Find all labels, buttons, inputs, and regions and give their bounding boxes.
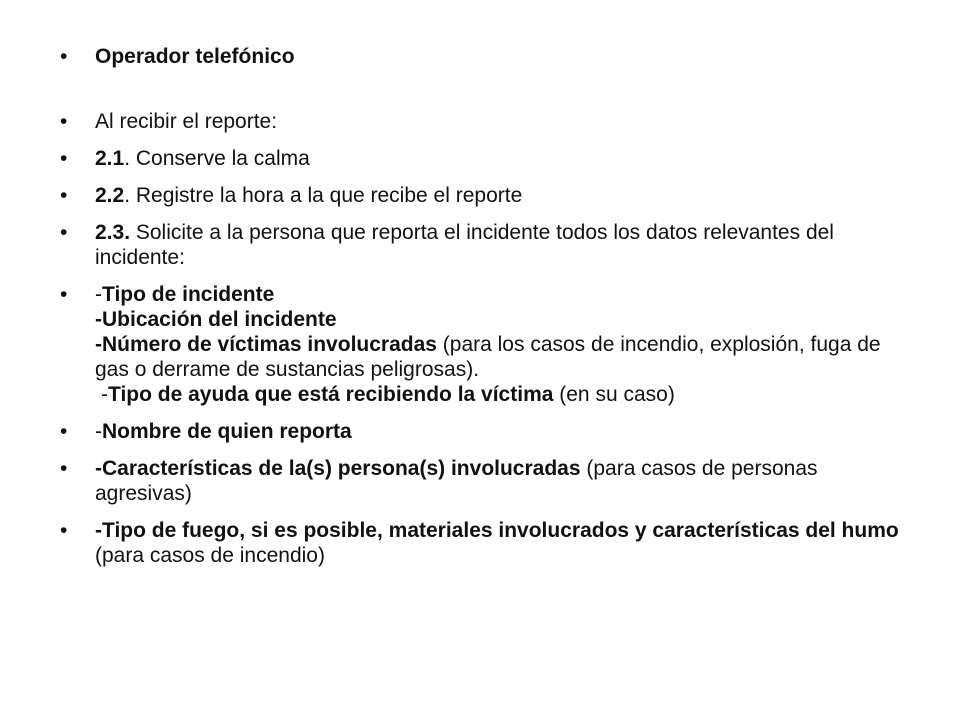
list-item-datos-incidente	[60, 282, 920, 407]
list-item-heading	[60, 44, 920, 69]
list-item-caracteristicas	[60, 456, 920, 506]
bullet-icon: •	[60, 519, 68, 542]
dash: -	[101, 383, 108, 406]
list-item-2-3	[60, 220, 920, 270]
plain-text: (para casos de incendio)	[95, 544, 325, 567]
bullet-icon: •	[60, 457, 68, 480]
item-text: . Conserve la calma	[124, 147, 310, 170]
line-ubicacion	[95, 307, 920, 332]
bullet-icon: •	[60, 283, 68, 306]
step-number: 2.2	[95, 184, 125, 207]
dash: -	[95, 420, 102, 443]
list-item-recibir	[60, 109, 920, 134]
line-victimas	[95, 332, 920, 382]
plain-text: (para los casos de incendio, explosión, fuga de gas o derrame de sustancias peligrosas).	[95, 333, 881, 381]
line-tipo-ayuda	[95, 382, 920, 407]
list-item-fuego	[60, 518, 920, 568]
bold-text: -Tipo de fuego, si es posible, materiales involucrados y características del humo	[95, 519, 899, 542]
list-item-2-2	[60, 183, 920, 208]
list-item-nombre	[60, 419, 920, 444]
bullet-icon: •	[60, 184, 68, 207]
bullet-icon: •	[60, 110, 68, 133]
plain-text: (para casos de personas agresivas)	[95, 457, 818, 505]
step-number: 2.3.	[95, 221, 131, 244]
bold-text: -Ubicación del incidente	[95, 308, 337, 331]
item-text: Al recibir el reporte:	[95, 110, 278, 133]
bold-text: Tipo de ayuda que está recibiendo la víctima	[108, 383, 554, 406]
step-number: 2.1	[95, 147, 125, 170]
bold-text: -Características de la(s) persona(s) involucradas	[95, 457, 581, 480]
bullet-icon: •	[60, 420, 68, 443]
slide-heading: Operador telefónico	[95, 45, 295, 68]
bold-text: -Número de víctimas involucradas	[95, 333, 437, 356]
bold-text: Nombre de quien reporta	[102, 420, 352, 443]
bullet-icon: •	[60, 221, 68, 244]
plain-text: (en su caso)	[553, 383, 675, 406]
bullet-icon: •	[60, 45, 68, 68]
line-tipo-incidente	[95, 282, 920, 307]
item-text: . Registre la hora a la que recibe el reporte	[124, 184, 523, 207]
item-text: Solicite a la persona que reporta el incidente todos los datos relevantes del incidente:	[95, 221, 834, 269]
list-item-2-1	[60, 146, 920, 171]
bullet-icon: •	[60, 147, 68, 170]
dash: -	[95, 283, 102, 306]
bold-text: Tipo de incidente	[102, 283, 275, 306]
bullet-list	[60, 44, 920, 580]
